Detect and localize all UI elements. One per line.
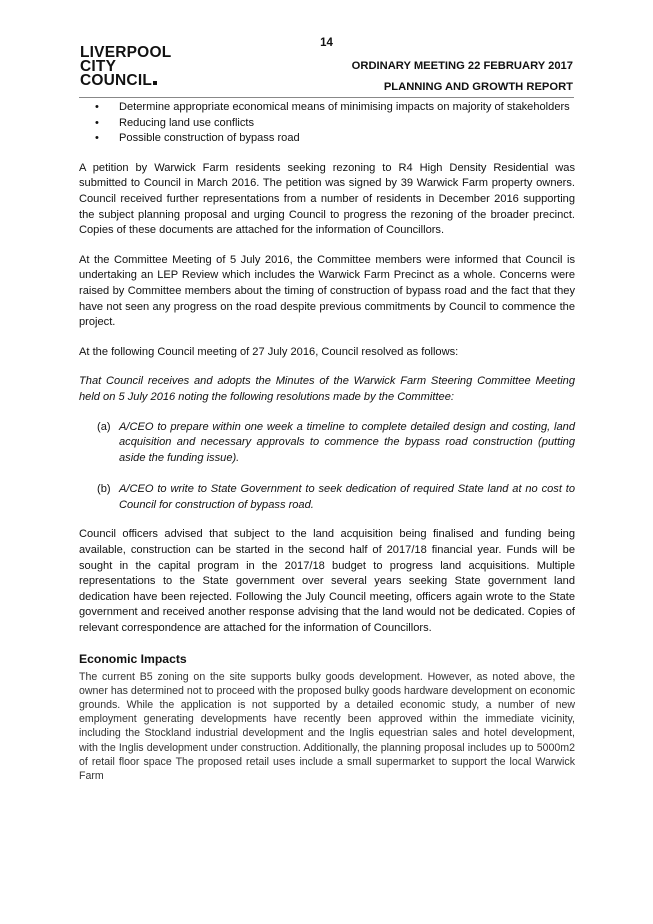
logo-line-2: CITY xyxy=(80,58,117,75)
resolution-text: A/CEO to write to State Government to seek dedication of required State land at no cost to Council for construction of bypass road. xyxy=(119,483,575,511)
bullet-icon: • xyxy=(95,132,99,145)
list-item-text: Determine appropriate economical means of minimising impacts on majority of stakeholders xyxy=(119,101,570,113)
bullet-list xyxy=(79,100,575,147)
report-title: PLANNING AND GROWTH REPORT xyxy=(383,81,573,93)
resolution-intro: That Council receives and adopts the Minutes of the Warwick Farm Steering Committee Meeting held on 5 July 2016 noting the following resolutions made by the Committee: xyxy=(79,375,575,403)
list-item xyxy=(79,100,575,116)
page-number: 14 xyxy=(320,37,333,49)
officers-paragraph: Council officers advised that subject to the land acquisition being finalised and funding being available, construction can be started in the second half of 2017/18 financial year. Funds will be sought in the capital program in the 2017/18 budget to progress land acquisitions. Multiple representations to the State government over several years seeking State government land dedication have been rejected. Following the July Council meeting, officers again wrote to the State government and received another response advising that the land would not be dedicated. Copies of relevant correspondence are attached for the information of Councillors. xyxy=(79,528,575,635)
resolution-label: (a) xyxy=(97,420,111,433)
resolution-label: (b) xyxy=(97,483,111,496)
logo-line-3 xyxy=(80,74,171,88)
council-meeting-paragraph: At the following Council meeting of 27 July 2016, Council resolved as follows: xyxy=(79,345,459,358)
list-item-text: Reducing land use conflicts xyxy=(119,116,255,129)
list-item xyxy=(79,131,575,147)
meeting-title: ORDINARY MEETING 22 FEBRUARY 2017 xyxy=(351,60,573,72)
resolution-item xyxy=(79,482,575,513)
list-item-text: Possible construction of bypass road xyxy=(119,132,300,145)
economic-impacts-paragraph: The current B5 zoning on the site supports bulky goods development. However, as noted above, the owner has determined not to proceed with the proposed bulky goods hardware development on economic grounds. While the application is not supported by a detailed economic study, a number of new employment generating developments have recently been approved within the immediate vicinity, including the Stockland industrial development and the Inglis equestrian sales and hotel development, with the Inglis development under construction. Additionally, the planning proposal includes up to 5000m2 of retail floor space The proposed retail uses include a small supermarket to support the local Warwick Farm xyxy=(79,670,575,783)
resolution-text: A/CEO to prepare within one week a timeline to complete detailed design and costing, land acquisition and necessary approvals to commence the bypass road construction (putting aside the funding issue). xyxy=(119,420,575,464)
resolution-item xyxy=(79,420,575,467)
document-body xyxy=(79,100,575,783)
bullet-icon: • xyxy=(95,116,99,129)
committee-paragraph: At the Committee Meeting of 5 July 2016, the Committee members were informed that Council is undertaking an LEP Review which includes the Warwick Farm Precinct as a whole. Concerns were raised by Committee members about the timing of construction of bypass road and the fact that they have not seen any progress on the road despite previous commitments by Council to commence the project. xyxy=(79,253,575,329)
bullet-icon: • xyxy=(95,101,99,113)
header-divider xyxy=(79,97,574,98)
council-logo xyxy=(80,46,171,88)
petition-paragraph: A petition by Warwick Farm residents seeking rezoning to R4 High Density Residential was submitted to Council in March 2016. The petition was signed by 39 Warwick Farm property owners. Council received further representations from a number of residents in December 2016 supporting the subject planning proposal and urging Council to progress the rezoning of the broader precinct. Copies of these documents are attached for the information of Councillors. xyxy=(79,161,575,237)
logo-line-3-text: COUNCIL xyxy=(80,72,153,89)
list-item xyxy=(79,116,575,132)
economic-impacts-heading: Economic Impacts xyxy=(79,651,187,666)
logo-line-1: LIVERPOOL xyxy=(80,44,172,61)
logo-square-icon xyxy=(153,81,157,85)
